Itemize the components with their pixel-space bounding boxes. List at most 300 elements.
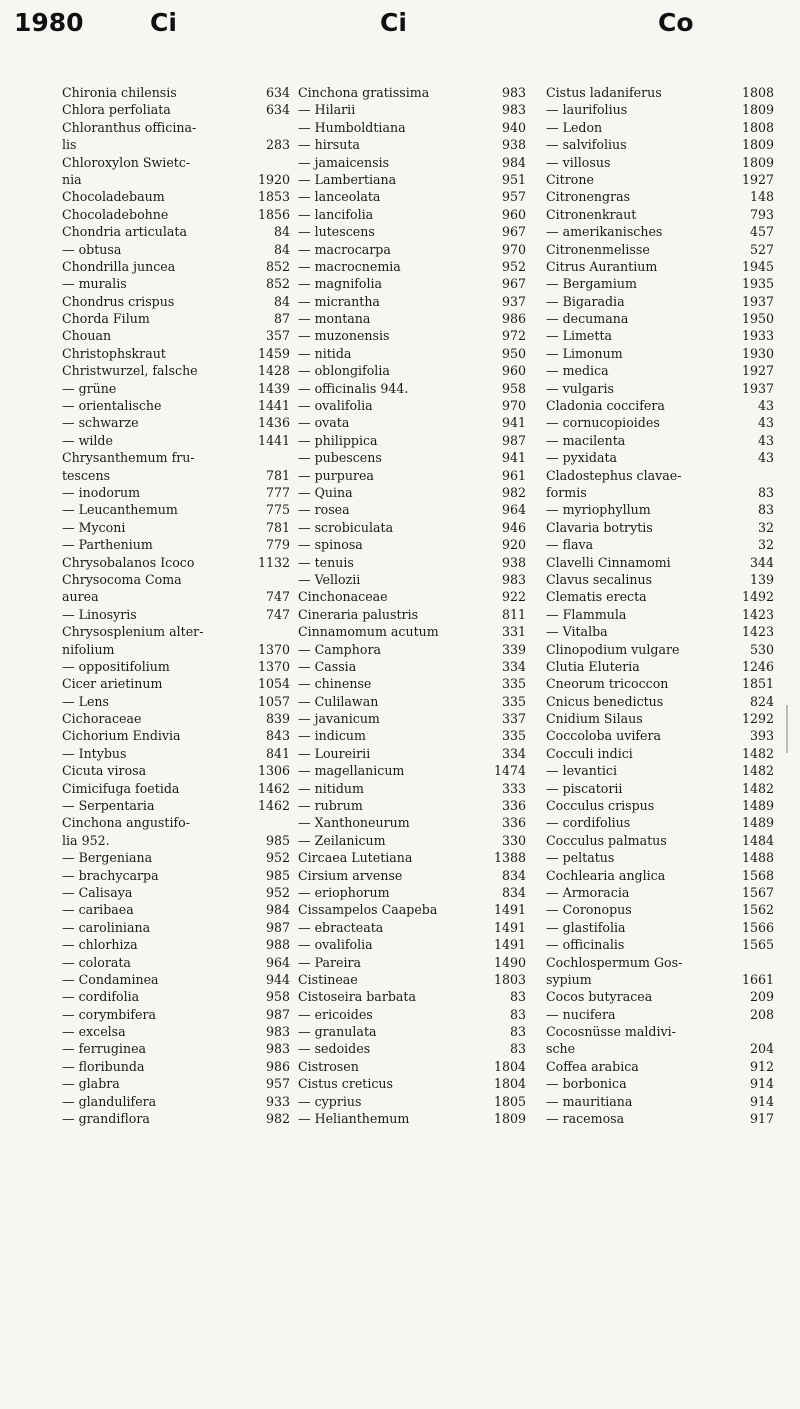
entry-page-number: 1370	[257, 641, 290, 657]
index-entry	[298, 171, 526, 188]
entry-term: Cladostephus clavae-	[546, 467, 682, 483]
entry-term: — chinense	[298, 676, 372, 692]
index-entry	[546, 1006, 774, 1023]
index-entry	[62, 432, 290, 449]
index-entry	[62, 101, 290, 118]
entry-term: Christwurzel, falsche	[62, 363, 198, 379]
index-entry	[546, 658, 774, 675]
entry-term: — nitidum	[298, 780, 364, 796]
entry-term: — purpurea	[298, 467, 374, 483]
entry-page-number: 1935	[741, 276, 774, 292]
index-entry	[62, 745, 290, 762]
entry-page-number: 283	[265, 137, 290, 153]
entry-term: — Vellozii	[298, 571, 361, 587]
entry-term: — philippica	[298, 432, 378, 448]
entry-term: Cocosnüsse maldivi-	[546, 1024, 676, 1040]
entry-page-number: 83	[757, 484, 774, 500]
entry-page-number: 852	[265, 258, 290, 274]
entry-page-number: 1246	[741, 658, 774, 674]
entry-term: Citrone	[546, 171, 594, 187]
entry-term: — Leucanthemum	[62, 502, 178, 518]
entry-term: — Bergamium	[546, 276, 637, 292]
index-entry	[546, 188, 774, 205]
index-entry	[546, 119, 774, 136]
entry-term: — salvifolius	[546, 137, 627, 153]
index-entry	[298, 1058, 526, 1075]
index-entry	[298, 849, 526, 866]
entry-page-number: 952	[265, 850, 290, 866]
entry-term: Citronenmelisse	[546, 241, 650, 257]
entry-page-number: 1808	[741, 85, 774, 100]
entry-page-number: 32	[757, 519, 774, 535]
index-entry	[62, 641, 290, 658]
entry-page-number: 84	[273, 224, 290, 240]
entry-term: — micrantha	[298, 293, 380, 309]
entry-term: — Armoracia	[546, 884, 630, 900]
entry-page-number: 983	[501, 571, 526, 587]
entry-term: Cinnamomum acutum	[298, 624, 439, 640]
index-entry	[546, 780, 774, 797]
entry-term: — ericoides	[298, 1006, 373, 1022]
entry-term: — grandiflora	[62, 1111, 150, 1127]
entry-page-number: 834	[501, 867, 526, 883]
center-guide-word: Ci	[380, 8, 407, 37]
index-entry	[298, 675, 526, 692]
entry-term: — Ledon	[546, 119, 603, 135]
index-entry	[298, 206, 526, 223]
entry-term: — macilenta	[546, 432, 626, 448]
index-entry	[298, 258, 526, 275]
index-entry	[298, 327, 526, 344]
entry-page-number: 983	[265, 1024, 290, 1040]
entry-page-number: 84	[273, 241, 290, 257]
entry-page-number: 1292	[741, 711, 774, 727]
index-entry	[546, 467, 774, 484]
entry-page-number: 852	[265, 276, 290, 292]
entry-term: Christophskraut	[62, 345, 166, 361]
entry-page-number: 972	[501, 328, 526, 344]
entry-page-number: 985	[265, 867, 290, 883]
entry-term: — officinalis	[546, 937, 625, 953]
index-entry	[546, 449, 774, 466]
index-entry	[546, 154, 774, 171]
entry-page-number: 1809	[741, 137, 774, 153]
entry-page-number: 986	[265, 1058, 290, 1074]
entry-term: — obtusa	[62, 241, 122, 257]
index-entry	[62, 675, 290, 692]
entry-term: Coffea arabica	[546, 1058, 639, 1074]
index-entry	[546, 206, 774, 223]
entry-term: — Flammula	[546, 606, 627, 622]
entry-term: — wilde	[62, 432, 113, 448]
index-entry	[62, 710, 290, 727]
entry-page-number: 984	[265, 902, 290, 918]
entry-term: — lancifolia	[298, 206, 374, 222]
page-header	[0, 4, 800, 44]
index-entry	[62, 988, 290, 1005]
entry-term: — Linosyris	[62, 606, 137, 622]
index-entry	[546, 884, 774, 901]
index-entry	[62, 1040, 290, 1057]
entry-term: — cornucopioides	[546, 415, 660, 431]
index-entry	[298, 1075, 526, 1092]
entry-term: Clavaria botrytis	[546, 519, 653, 535]
index-entry	[546, 762, 774, 779]
index-entry	[298, 293, 526, 310]
entry-term: — lanceolata	[298, 189, 381, 205]
entry-page-number: 960	[501, 206, 526, 222]
entry-term: Chloranthus officina-	[62, 119, 197, 135]
index-entry	[546, 345, 774, 362]
entry-term: — Limonum	[546, 345, 623, 361]
entry-term: — excelsa	[62, 1024, 126, 1040]
index-entry	[62, 814, 290, 831]
entry-term: — Vitalba	[546, 624, 608, 640]
entry-page-number: 1462	[257, 798, 290, 814]
entry-page-number: 967	[501, 276, 526, 292]
entry-page-number: 987	[265, 1006, 290, 1022]
entry-page-number: 984	[501, 154, 526, 170]
entry-page-number: 917	[749, 1111, 774, 1127]
entry-term: — ovalifolia	[298, 398, 373, 414]
entry-term: — rubrum	[298, 798, 363, 814]
entry-term: — caribaea	[62, 902, 134, 918]
entry-page-number: 938	[501, 554, 526, 570]
entry-term: — Calisaya	[62, 884, 133, 900]
entry-page-number: 1661	[741, 971, 774, 987]
entry-term: Chrysocoma Coma	[62, 571, 182, 587]
index-entry	[546, 171, 774, 188]
index-entry	[546, 693, 774, 710]
entry-term: — magnifolia	[298, 276, 383, 292]
entry-term: — Cassia	[298, 658, 357, 674]
index-entry	[546, 867, 774, 884]
entry-page-number: 1568	[741, 867, 774, 883]
entry-page-number: 914	[749, 1093, 774, 1109]
index-entry	[298, 1040, 526, 1057]
index-entry	[62, 588, 290, 605]
index-entry	[546, 1075, 774, 1092]
entry-term: — oppositifolium	[62, 658, 170, 674]
entry-term: — Limetta	[546, 328, 613, 344]
entry-page-number: 1927	[741, 171, 774, 187]
entry-term: — glabra	[62, 1076, 120, 1092]
index-entry	[62, 397, 290, 414]
entry-page-number: 1809	[493, 1111, 526, 1127]
entry-term: Chironia chilensis	[62, 85, 177, 100]
entry-term: lia 952.	[62, 832, 110, 848]
entry-term: Cichoraceae	[62, 711, 142, 727]
entry-term: — cyprius	[298, 1093, 362, 1109]
entry-term: Clavelli Cinnamomi	[546, 554, 671, 570]
entry-page-number: 933	[265, 1093, 290, 1109]
entry-term: — myriophyllum	[546, 502, 651, 518]
entry-page-number: 1565	[741, 937, 774, 953]
entry-page-number: 43	[757, 450, 774, 466]
index-entry	[62, 154, 290, 171]
index-entry	[62, 832, 290, 849]
entry-term: — grüne	[62, 380, 117, 396]
index-entry	[62, 206, 290, 223]
entry-term: — Helianthemum	[298, 1111, 410, 1127]
entry-page-number: 1439	[257, 380, 290, 396]
index-entry	[62, 693, 290, 710]
page-edge-mark	[786, 705, 788, 753]
entry-page-number: 84	[273, 293, 290, 309]
entry-term: nifolium	[62, 641, 115, 657]
entry-page-number: 747	[265, 589, 290, 605]
entry-term: — Bergeniana	[62, 850, 153, 866]
index-entry	[298, 623, 526, 640]
index-entry	[62, 345, 290, 362]
entry-term: Chrysanthemum fru-	[62, 450, 195, 466]
index-entry	[546, 1040, 774, 1057]
entry-page-number: 335	[501, 728, 526, 744]
entry-page-number: 1851	[741, 676, 774, 692]
entry-page-number: 1492	[741, 589, 774, 605]
index-entry	[298, 1023, 526, 1040]
index-entry	[62, 258, 290, 275]
index-entry	[298, 501, 526, 518]
entry-page-number: 148	[749, 189, 774, 205]
index-entry	[298, 710, 526, 727]
entry-page-number: 1566	[741, 919, 774, 935]
entry-term: — Condaminea	[62, 971, 159, 987]
entry-page-number: 781	[265, 519, 290, 535]
entry-page-number: 961	[501, 467, 526, 483]
entry-page-number: 937	[501, 293, 526, 309]
entry-page-number: 1491	[493, 919, 526, 935]
entry-page-number: 139	[749, 571, 774, 587]
index-entry	[546, 641, 774, 658]
entry-page-number: 335	[501, 693, 526, 709]
entry-term: — javanicum	[298, 711, 380, 727]
index-entry	[546, 814, 774, 831]
entry-term: Cissampelos Caapeba	[298, 902, 438, 918]
index-entry	[546, 136, 774, 153]
entry-page-number: 957	[265, 1076, 290, 1092]
index-entry	[62, 223, 290, 240]
entry-term: Chouan	[62, 328, 112, 344]
index-entry	[298, 397, 526, 414]
entry-term: nia	[62, 171, 82, 187]
entry-term: — jamaicensis	[298, 154, 390, 170]
entry-term: Coccoloba uvifera	[546, 728, 661, 744]
entry-page-number: 1567	[741, 884, 774, 900]
entry-term: — piscatorii	[546, 780, 623, 796]
entry-page-number: 1423	[741, 606, 774, 622]
entry-page-number: 357	[265, 328, 290, 344]
entry-page-number: 779	[265, 537, 290, 553]
entry-term: Cistus creticus	[298, 1076, 394, 1092]
entry-term: — ebracteata	[298, 919, 384, 935]
entry-page-number: 839	[265, 711, 290, 727]
index-entry	[546, 797, 774, 814]
index-entry	[298, 188, 526, 205]
entry-term: — indicum	[298, 728, 366, 744]
entry-page-number: 344	[749, 554, 774, 570]
index-entry	[298, 884, 526, 901]
entry-page-number: 987	[265, 919, 290, 935]
entry-page-number: 811	[501, 606, 526, 622]
index-entry	[62, 501, 290, 518]
entry-page-number: 957	[501, 189, 526, 205]
entry-page-number: 1436	[257, 415, 290, 431]
entry-page-number: 330	[501, 832, 526, 848]
entry-term: — Parthenium	[62, 537, 153, 553]
entry-page-number: 940	[501, 119, 526, 135]
entry-term: Cneorum tricoccon	[546, 676, 669, 692]
entry-page-number: 983	[501, 102, 526, 118]
entry-term: Citronengras	[546, 189, 631, 205]
entry-term: — caroliniana	[62, 919, 151, 935]
entry-term: — muralis	[62, 276, 127, 292]
entry-page-number: 793	[749, 206, 774, 222]
index-entry	[298, 641, 526, 658]
entry-page-number: 747	[265, 606, 290, 622]
entry-term: Chrysosplenium alter-	[62, 624, 204, 640]
index-entry	[298, 797, 526, 814]
entry-page-number: 964	[265, 954, 290, 970]
index-entry	[546, 1110, 774, 1127]
entry-page-number: 334	[501, 745, 526, 761]
entry-term: Chondria articulata	[62, 224, 187, 240]
index-entry	[62, 84, 290, 101]
index-entry	[62, 136, 290, 153]
entry-term: — spinosa	[298, 537, 363, 553]
entry-page-number: 1428	[257, 363, 290, 379]
entry-term: — glandulifera	[62, 1093, 157, 1109]
index-entry	[298, 814, 526, 831]
index-column-middle	[298, 84, 526, 1127]
entry-page-number: 634	[265, 85, 290, 100]
entry-term: Cirsium arvense	[298, 867, 403, 883]
page-number: 1980	[14, 8, 84, 37]
entry-term: Cocos butyracea	[546, 989, 653, 1005]
index-entry	[62, 884, 290, 901]
index-entry	[546, 519, 774, 536]
index-entry	[62, 1110, 290, 1127]
entry-term: — Zeilanicum	[298, 832, 386, 848]
entry-page-number: 1490	[493, 954, 526, 970]
entry-page-number: 334	[501, 658, 526, 674]
entry-term: — rosea	[298, 502, 350, 518]
entry-page-number: 777	[265, 484, 290, 500]
entry-page-number: 983	[265, 1041, 290, 1057]
index-entry	[298, 554, 526, 571]
entry-page-number: 331	[501, 624, 526, 640]
index-entry	[62, 1023, 290, 1040]
index-entry	[546, 954, 774, 971]
index-column-left	[62, 84, 290, 1127]
index-entry	[298, 954, 526, 971]
entry-page-number: 1803	[493, 971, 526, 987]
entry-page-number: 83	[509, 1006, 526, 1022]
entry-term: — ovata	[298, 415, 350, 431]
entry-term: — montana	[298, 311, 371, 327]
index-entry	[62, 310, 290, 327]
index-entry	[298, 536, 526, 553]
entry-page-number: 87	[273, 311, 290, 327]
index-entry	[546, 727, 774, 744]
index-entry	[298, 919, 526, 936]
index-entry	[62, 1093, 290, 1110]
entry-term: — Culilawan	[298, 693, 379, 709]
index-entry	[546, 919, 774, 936]
entry-term: — Lambertiana	[298, 171, 397, 187]
entry-term: — oblongifolia	[298, 363, 390, 379]
index-entry	[298, 432, 526, 449]
entry-term: Circaea Lutetiana	[298, 850, 413, 866]
entry-term: formis	[546, 484, 587, 500]
entry-term: — officinalis 944.	[298, 380, 409, 396]
index-entry	[62, 275, 290, 292]
entry-page-number: 336	[501, 798, 526, 814]
index-entry	[298, 1110, 526, 1127]
left-guide-word: Ci	[150, 8, 177, 37]
entry-term: — inodorum	[62, 484, 141, 500]
entry-page-number: 920	[501, 537, 526, 553]
entry-term: sypium	[546, 971, 592, 987]
entry-term: — sedoides	[298, 1041, 371, 1057]
entry-page-number: 337	[501, 711, 526, 727]
entry-page-number: 83	[509, 989, 526, 1005]
index-entry	[546, 832, 774, 849]
index-entry	[546, 223, 774, 240]
entry-page-number: 1937	[741, 380, 774, 396]
entry-term: — medica	[546, 363, 609, 379]
index-entry	[298, 588, 526, 605]
entry-term: — brachycarpa	[62, 867, 159, 883]
entry-page-number: 634	[265, 102, 290, 118]
entry-page-number: 209	[749, 989, 774, 1005]
index-entry	[546, 588, 774, 605]
entry-term: — nucifera	[546, 1006, 616, 1022]
entry-page-number: 1054	[257, 676, 290, 692]
entry-page-number: 987	[501, 432, 526, 448]
entry-term: Cladonia coccifera	[546, 398, 665, 414]
index-entry	[62, 414, 290, 431]
entry-term: — tenuis	[298, 554, 354, 570]
entry-term: — glastifolia	[546, 919, 626, 935]
entry-page-number: 1306	[257, 763, 290, 779]
entry-term: — Pareira	[298, 954, 362, 970]
entry-term: — lutescens	[298, 224, 375, 240]
entry-page-number: 32	[757, 537, 774, 553]
index-entry	[298, 745, 526, 762]
index-entry	[62, 449, 290, 466]
index-entry	[546, 901, 774, 918]
index-entry	[546, 988, 774, 1005]
entry-term: — cordifolia	[62, 989, 140, 1005]
entry-page-number: 988	[265, 937, 290, 953]
entry-page-number: 527	[749, 241, 774, 257]
entry-page-number: 922	[501, 589, 526, 605]
index-column-right	[546, 84, 774, 1127]
index-entry	[546, 745, 774, 762]
index-entry	[62, 606, 290, 623]
entry-page-number: 393	[749, 728, 774, 744]
entry-page-number: 339	[501, 641, 526, 657]
entry-term: tescens	[62, 467, 111, 483]
entry-page-number: 1474	[493, 763, 526, 779]
entry-page-number: 1482	[741, 763, 774, 779]
entry-term: — Serpentaria	[62, 798, 155, 814]
index-entry	[298, 936, 526, 953]
index-entry	[298, 310, 526, 327]
index-entry	[62, 380, 290, 397]
entry-term: — muzonensis	[298, 328, 390, 344]
